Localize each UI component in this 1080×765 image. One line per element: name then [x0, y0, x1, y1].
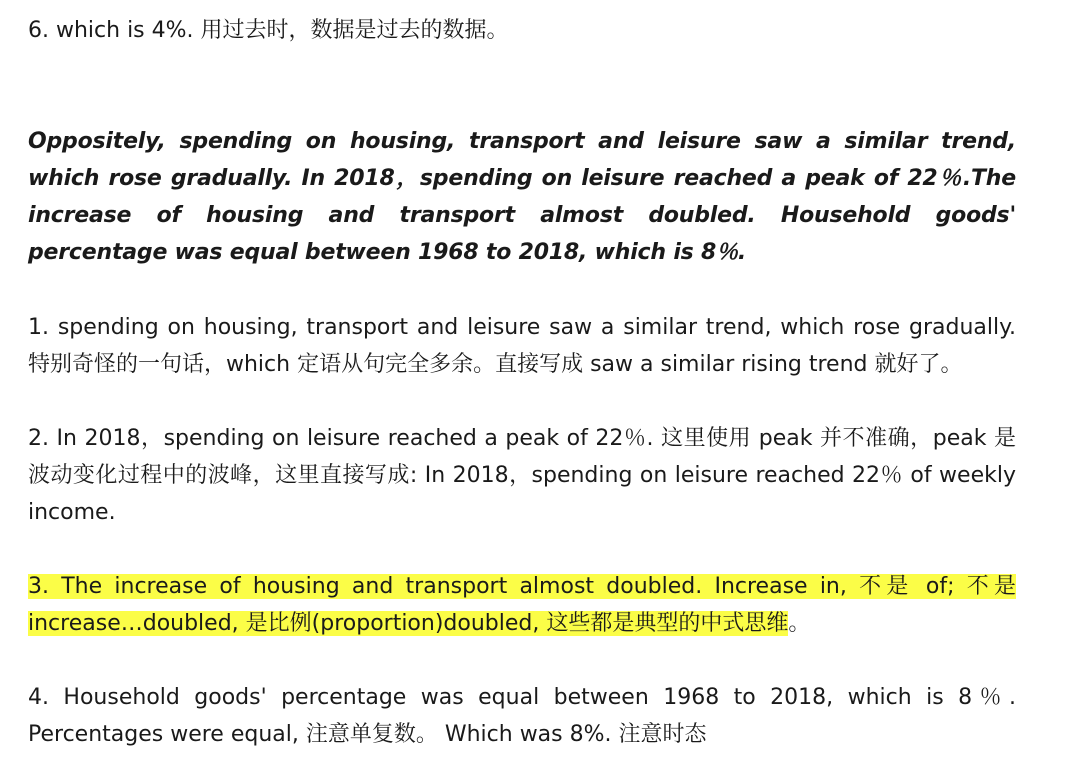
- highlighted-text: 3. The increase of housing and transport almost doubled. Increase in, 不是 of; 不是 increase…doubled, 是比例(proportion)doubled, 这些都是典型的中式思维: [28, 574, 1016, 636]
- note-3-tail: 。: [788, 611, 811, 636]
- paragraph-note-2: 2. In 2018，spending on leisure reached a peak of 22％. 这里使用 peak 并不准确，peak 是波动变化过程中的波峰，这里直接写成: In 2018，spending on leisure reached 22％ of weekly income.: [28, 426, 1016, 525]
- paragraph-note-3: [28, 568, 1016, 642]
- paragraph-note-1: 1. spending on housing, transport and leisure saw a similar trend, which rose gradually. 特别奇怪的一句话，which 定语从句完全多余。直接写成 saw a similar rising trend 就好了。: [28, 315, 1016, 377]
- paragraph-note-4: 4. Household goods' percentage was equal between 1968 to 2018, which is 8％. Percentages were equal, 注意单复数。 Which was 8%. 注意时态: [28, 685, 1016, 747]
- paragraph-sample-text: Oppositely, spending on housing, transport and leisure saw a similar trend, which rose gradually. In 2018，spending on leisure reached a peak of 22％.The increase of housing and transport almost doubled. Household goods' percentage was equal between 1968 to 2018, which is 8％.: [28, 129, 1016, 265]
- paragraph-point-6: 6. which is 4%. 用过去时，数据是过去的数据。: [28, 18, 509, 43]
